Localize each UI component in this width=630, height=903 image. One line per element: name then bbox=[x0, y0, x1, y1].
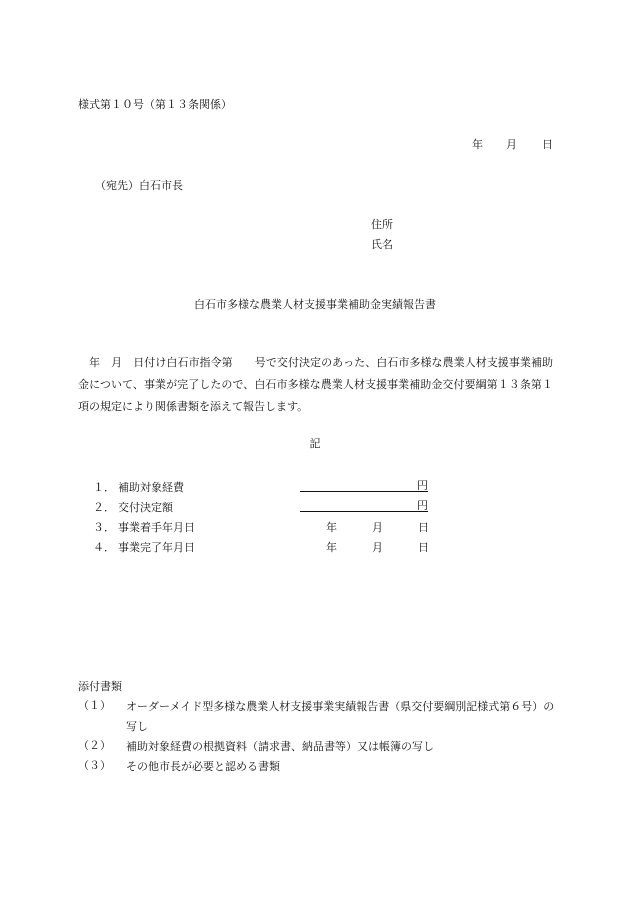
item-label: 事業着手年月日 bbox=[118, 521, 195, 534]
attachment-number: （３） bbox=[78, 759, 111, 772]
date-month: 月 bbox=[506, 138, 517, 151]
date-year: 年 bbox=[472, 138, 483, 151]
item-label: 事業完了年月日 bbox=[118, 541, 195, 554]
start-date-fields bbox=[326, 519, 429, 535]
item-label: 交付決定額 bbox=[118, 501, 173, 514]
attachment-text: 補助対象経費の根拠資料（請求書、納品書等）又は帳簿の写し bbox=[126, 740, 434, 753]
date-day: 日 bbox=[542, 138, 553, 151]
name-label: 氏名 bbox=[371, 238, 393, 251]
completion-day: 日 bbox=[418, 541, 429, 554]
item-label: 補助対象経費 bbox=[118, 481, 184, 494]
addressee: （宛先）白石市長 bbox=[95, 179, 183, 192]
document-title: 白石市多様な農業人材支援事業補助金実績報告書 bbox=[194, 298, 436, 311]
start-month: 月 bbox=[372, 521, 383, 534]
yen-unit: 円 bbox=[417, 479, 428, 492]
completion-year: 年 bbox=[326, 541, 337, 554]
body-text: 年 月 日付け白石市指令第 号で交付決定のあった、白石市多様な農業人材支援事業補助金について、事業が完了したので、白石市多様な農業人材支援事業補助金交付要綱第１３条第１項の規定により関係書類を添えて報告します。 bbox=[78, 356, 553, 413]
attachment-text: その他市長が必要と認める書類 bbox=[126, 760, 280, 773]
attachment-number: （１） bbox=[78, 699, 111, 712]
attachment-text: オーダーメイド型多様な農業人材支援事業実績報告書（県交付要綱別記様式第６号）の写し bbox=[126, 700, 555, 733]
attachment-number: （２） bbox=[78, 739, 111, 752]
completion-month: 月 bbox=[372, 541, 383, 554]
address-label: 住所 bbox=[371, 218, 393, 231]
amount-field-expense bbox=[300, 477, 428, 492]
item-number: ３． bbox=[93, 521, 115, 534]
form-number: 様式第１０号（第１３条関係） bbox=[78, 98, 232, 111]
ki-heading: 記 bbox=[309, 437, 321, 450]
completion-date-fields bbox=[326, 539, 429, 555]
item-number: ４． bbox=[93, 541, 115, 554]
start-year: 年 bbox=[326, 521, 337, 534]
item-number: ２． bbox=[93, 501, 115, 514]
date-line bbox=[472, 138, 553, 152]
attachments-title: 添付書類 bbox=[78, 680, 122, 693]
yen-unit: 円 bbox=[417, 499, 428, 512]
start-day: 日 bbox=[418, 521, 429, 534]
amount-field-grant bbox=[300, 497, 428, 512]
item-number: １． bbox=[93, 481, 115, 494]
